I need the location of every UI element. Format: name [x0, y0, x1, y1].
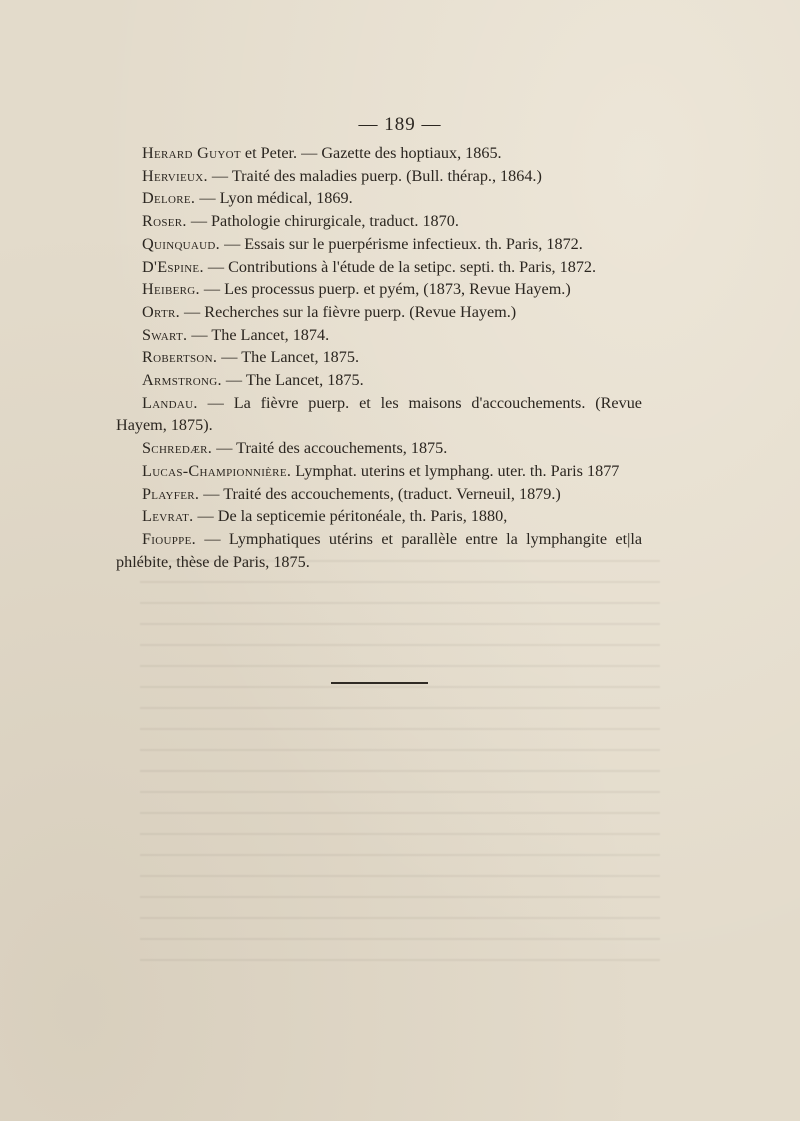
reference-author: Armstrong.: [142, 371, 222, 390]
reference-text: Lymphat. uterins et lymphang. uter. th. Paris 1877: [291, 461, 620, 480]
bibliography-list: [116, 142, 642, 573]
reference-text: — The Lancet, 1875.: [217, 348, 360, 367]
reference-author: Robertson.: [142, 348, 218, 367]
reference-entry: [116, 210, 642, 233]
reference-author: Quinquaud.: [142, 234, 221, 253]
reference-text: — Traité des accouchements, (traduct. Verneuil, 1879.): [199, 484, 561, 503]
page-number: — 189 —: [358, 114, 442, 135]
reference-author: Swart.: [142, 325, 188, 344]
reference-entry: [116, 233, 642, 256]
reference-entry: [116, 528, 642, 573]
reference-text: — La fièvre puerp. et les maisons d'accouchements. (Revue Hayem, 1875).: [116, 393, 642, 435]
reference-text: et Peter. — Gazette des hoptiaux, 1865.: [240, 144, 502, 162]
reference-entry: [116, 165, 642, 188]
reference-text: — The Lancet, 1875.: [221, 371, 364, 390]
reference-text: — Contributions à l'étude de la setipc. septi. th. Paris, 1872.: [203, 257, 597, 276]
reference-author: Delore.: [142, 189, 196, 208]
reference-author: Herard Guyot: [142, 144, 241, 162]
reference-author: Lucas-Championnière.: [142, 461, 292, 480]
reference-text: — Lymphatiques utérins et parallèle entre la lymphangite et|la phlébite, thèse de Paris, 1875.: [116, 529, 642, 571]
reference-entry: [116, 392, 642, 437]
reference-author: D'Espine.: [142, 257, 204, 276]
reference-author: Levrat.: [142, 507, 194, 526]
closing-rule: [331, 682, 428, 684]
reference-text: — The Lancet, 1874.: [187, 325, 330, 344]
reference-entry: [116, 278, 642, 301]
reference-text: — Recherches sur la fièvre puerp. (Revue Hayem.): [179, 302, 517, 321]
reference-entry: [116, 437, 642, 460]
reference-text: — Les processus puerp. et pyém, (1873, Revue Hayem.): [199, 280, 571, 299]
reference-entry: [116, 324, 642, 347]
reference-entry: [116, 142, 642, 165]
reference-author: Hervieux.: [142, 166, 208, 185]
reference-entry: [116, 187, 642, 210]
reference-author: Roser.: [142, 212, 187, 231]
reference-text: — De la septicemie péritonéale, th. Paris, 1880,: [193, 507, 508, 526]
reference-author: Fiouppe.: [142, 529, 196, 548]
reference-text: — Essais sur le puerpérisme infectieux. th. Paris, 1872.: [220, 234, 583, 253]
reference-author: Ortr.: [142, 302, 180, 321]
reference-author: Schredær.: [142, 439, 213, 458]
reference-text: — Traité des accouchements, 1875.: [212, 439, 448, 458]
reference-entry: [116, 460, 642, 483]
reference-text: — Lyon médical, 1869.: [195, 189, 353, 208]
reference-text: — Traité des maladies puerp. (Bull. thérap., 1864.): [207, 166, 542, 185]
reference-entry: [116, 505, 642, 528]
reference-entry: [116, 369, 642, 392]
reference-author: Landau.: [142, 393, 198, 412]
reference-text: — Pathologie chirurgicale, traduct. 1870.: [186, 212, 459, 231]
reference-entry: [116, 483, 642, 506]
reference-entry: [116, 301, 642, 324]
reference-author: Heiberg.: [142, 280, 200, 299]
reference-entry: [116, 346, 642, 369]
bleed-through-texture: [140, 560, 660, 980]
reference-author: Playfer.: [142, 484, 200, 503]
reference-entry: [116, 256, 642, 279]
